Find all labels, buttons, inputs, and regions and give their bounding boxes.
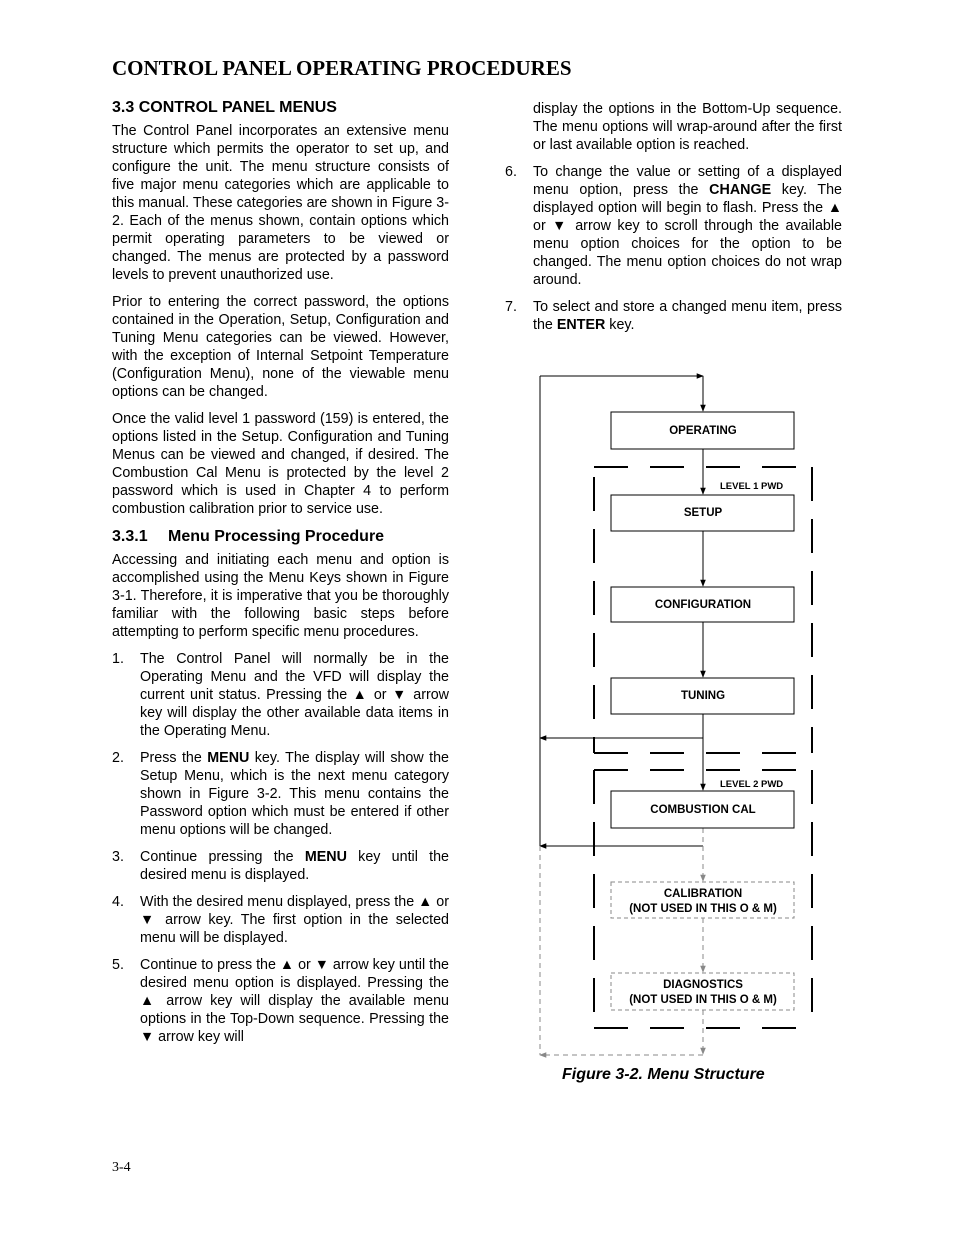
step-text-post: key. The displayed option will begin to flash. Press the ▲ or ▼ arrow key to scroll through the available menu option choices for the option to be changed. The menu option choices do not wrap around. [533, 182, 842, 288]
step-number: 2. [112, 750, 124, 766]
level-1-password-label: LEVEL 1 PWD [720, 481, 784, 492]
section-heading: 3.3 CONTROL PANEL MENUS [112, 99, 337, 116]
paragraph-2: Prior to entering the correct password, the options contained in the Operation, Setup, Configuration and Tuning Menu categories can be viewed. However, with the exception of Internal Setpoint Temperature (Configuration Menu), none of the viewable menu options can be changed. [112, 294, 449, 400]
step-text-post: key. [605, 317, 635, 333]
step-text: The Control Panel will normally be in the Operating Menu and the VFD will display the current unit status. Pressing the ▲ or ▼ arrow key will display the other available data items in the Operating Menu. [140, 651, 449, 739]
page-number: 3-4 [112, 1160, 131, 1175]
step-number: 3. [112, 849, 124, 865]
step-number: 7. [505, 299, 517, 315]
key-name: MENU [207, 750, 250, 766]
paragraph-3: Once the valid level 1 password (159) is entered, the options listed in the Setup. Configuration and Tuning Menus can be viewed and changed, if desired. The Combustion Cal Menu is protected by the level 2 password which is used in Chapter 4 to perform combustion calibration prior to service use. [112, 411, 449, 517]
step-number: 5. [112, 957, 124, 973]
step-text-pre: To change the value or setting of a displayed menu option, press the [533, 164, 842, 198]
label-calibration: CALIBRATION [663, 888, 743, 900]
label-diagnostics-note: (NOT USED IN THIS O & M) [629, 994, 777, 1006]
step-number: 1. [112, 651, 124, 667]
step-text-pre: Press the [140, 750, 208, 766]
label-combustion-cal: COMBUSTION CAL [650, 804, 756, 816]
subsection-title: Menu Processing Procedure [168, 528, 385, 545]
subsection-intro: Accessing and initiating each menu and option is accomplished using the Menu Keys shown in Figure 3-1. Therefore, it is imperative that you be thoroughly familiar with the following basic steps before attempting to perform specific menu procedures. [112, 552, 449, 640]
box-setup [611, 495, 794, 531]
step-5-continued: display the options in the Bottom-Up sequence. The menu options will wrap-around after the first or last available option is reached. [533, 101, 842, 153]
subsection-number: 3.3.1 [112, 528, 148, 545]
step-number: 4. [112, 894, 124, 910]
level-2-password-label: LEVEL 2 PWD [720, 779, 784, 790]
label-tuning: TUNING [680, 690, 726, 702]
label-configuration: CONFIGURATION [654, 599, 752, 611]
box-operating [611, 412, 794, 449]
step-text: With the desired menu displayed, press the ▲ or ▼ arrow key. The first option in the selected menu will be displayed. [140, 894, 449, 946]
page-title: CONTROL PANEL OPERATING PROCEDURES [112, 56, 572, 80]
step-text-pre: Continue pressing the [140, 849, 305, 865]
step-text-pre: To select and store a changed menu item, press the [533, 299, 842, 333]
label-diagnostics: DIAGNOSTICS [663, 979, 743, 991]
step-number: 6. [505, 164, 517, 180]
label-calibration-note: (NOT USED IN THIS O & M) [629, 903, 777, 915]
label-operating: OPERATING [669, 425, 737, 437]
box-diagnostics [611, 973, 794, 1010]
paragraph-1: The Control Panel incorporates an extensive menu structure which permits the operator to set up, and configure the unit. The menu structure consists of five major menu categories which are applicable to this manual. These categories are shown in Figure 3-2. Each of the menus shown, contain options which permit operating parameters to be viewed or changed. The menus are protected by a password levels to prevent unauthorized use. [112, 123, 449, 283]
box-tuning [611, 678, 794, 714]
step-text-post: key. The display will show the Setup Menu, which is the next menu category shown in Figure 3-2. This menu contains the Password option which must be entered if other menu options will be changed. [140, 750, 449, 838]
unused-flow [540, 828, 703, 1055]
box-combustion-cal [611, 791, 794, 828]
key-name: ENTER [556, 317, 606, 333]
figure-caption: Figure 3-2. Menu Structure [562, 1066, 765, 1083]
step-text-post: key until the desired menu is displayed. [140, 849, 449, 883]
key-name: MENU [304, 849, 347, 865]
key-name: CHANGE [709, 182, 772, 198]
box-configuration [611, 587, 794, 622]
step-text: Continue to press the ▲ or ▼ arrow key until the desired menu option is displayed. Pressing the ▲ arrow key will display the available menu options in the Top-Down sequence. Pressing the ▼ arrow key will [140, 957, 449, 1045]
label-setup: SETUP [683, 507, 723, 519]
box-calibration [611, 882, 794, 918]
